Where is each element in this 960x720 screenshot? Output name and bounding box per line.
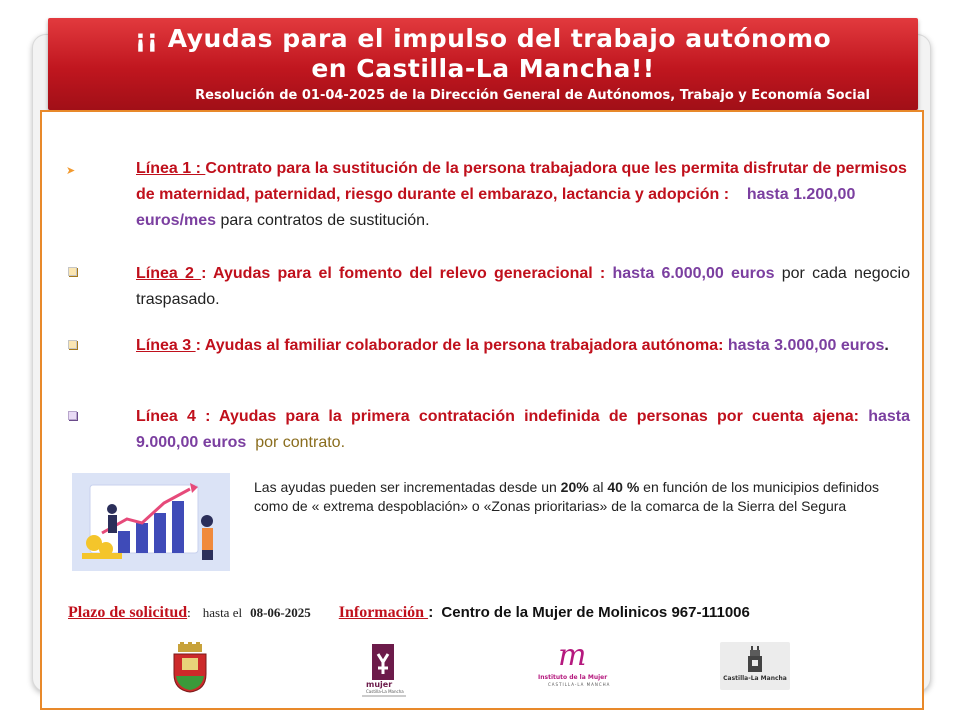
line-3-amount: hasta 3.000,00 euros [727,337,885,354]
info-label: Información [338,604,429,621]
line-2-item [136,261,910,313]
plazo-date: 08-06-2025 [250,605,311,620]
line-1-amount: hasta 1.200,00 euros/mes [136,186,856,229]
increment-note [254,478,894,516]
title-line-1: ¡¡ Ayudas para el impulso del trabajo autónomo [134,24,832,53]
line-2-text: : Ayudas para el fomento del relevo generacional : [201,265,606,282]
line-2-amount: hasta 6.000,00 euros [612,265,775,282]
info-value: Centro de la Mujer de Molinicos 967-111006 [441,604,750,621]
castilla-la-mancha-logo-icon [720,642,790,690]
title-banner [48,18,918,110]
growth-chart-illustration-icon [72,473,230,571]
line-3-text: : Ayudas al familiar colaborador de la persona trabajadora autónoma: [195,337,724,354]
line-4-label: Línea 4 [136,408,206,425]
plazo-separator: : [187,605,191,620]
footer-deadline-info [68,604,750,622]
square-bullet-icon [68,267,77,276]
plazo-pre: hasta el [202,605,243,620]
instituto-m-letter: m [558,638,587,673]
centro-mujer-subtext: Castilla-La Mancha [366,689,404,694]
centro-mujer-logo-icon [360,642,408,698]
instituto-text: Instituto de la Mujer [538,674,608,681]
line-3-tail: . [884,337,889,354]
line-1-item [136,156,908,234]
line-3-item [136,333,910,359]
note-text-post: en función de los municipios definidos como de « extrema despoblación» o «Zonas prioritarias» de la comarca de la Sierra del Segura [254,479,879,514]
clm-logo-text: Castilla-La Mancha [723,675,787,682]
note-pct-min: 20% [560,479,589,495]
plazo-label: Plazo de solicitud [68,604,188,621]
line-1-label: Línea 1 : [136,160,206,177]
line-2-label: Línea 2 [136,265,202,282]
line-1-text: Contrato para la sustitución de la persona trabajadora que les permita disfrutar de permisos de maternidad, paternidad, riesgo durante el embarazo, lactancia y adopción : [136,160,907,203]
arrow-bullet-icon: ➤ [66,164,76,177]
line-4-amount: hasta 9.000,00 euros [136,408,911,451]
square-bullet-icon [68,340,77,349]
instituto-subtext: CASTILLA-LA MANCHA [548,682,611,687]
square-bullet-icon [68,411,77,420]
resolution-subtitle: Resolución de 01-04-2025 de la Dirección General de Autónomos, Trabajo y Economía Social [195,88,870,103]
note-text-mid: al [588,479,608,495]
line-1-tail: para contratos de sustitución. [220,212,430,229]
line-4-tail: por contrato. [255,434,346,451]
line-3-label: Línea 3 [136,337,196,354]
line-2-tail: por cada negocio traspasado. [136,265,911,308]
centro-mujer-text: mujer [366,680,393,689]
info-separator: : [428,604,434,621]
note-text-pre: Las ayudas pueden ser incrementadas desde un [254,479,561,495]
note-pct-max: 40 % [607,479,640,495]
town-coat-of-arms-icon [170,642,210,694]
title-line-2: en Castilla-La Mancha!! [311,54,655,83]
line-4-item [136,404,910,456]
line-4-text: : Ayudas para la primera contratación indefinida de personas por cuenta ajena: [205,408,860,425]
instituto-mujer-logo-icon [536,638,611,690]
